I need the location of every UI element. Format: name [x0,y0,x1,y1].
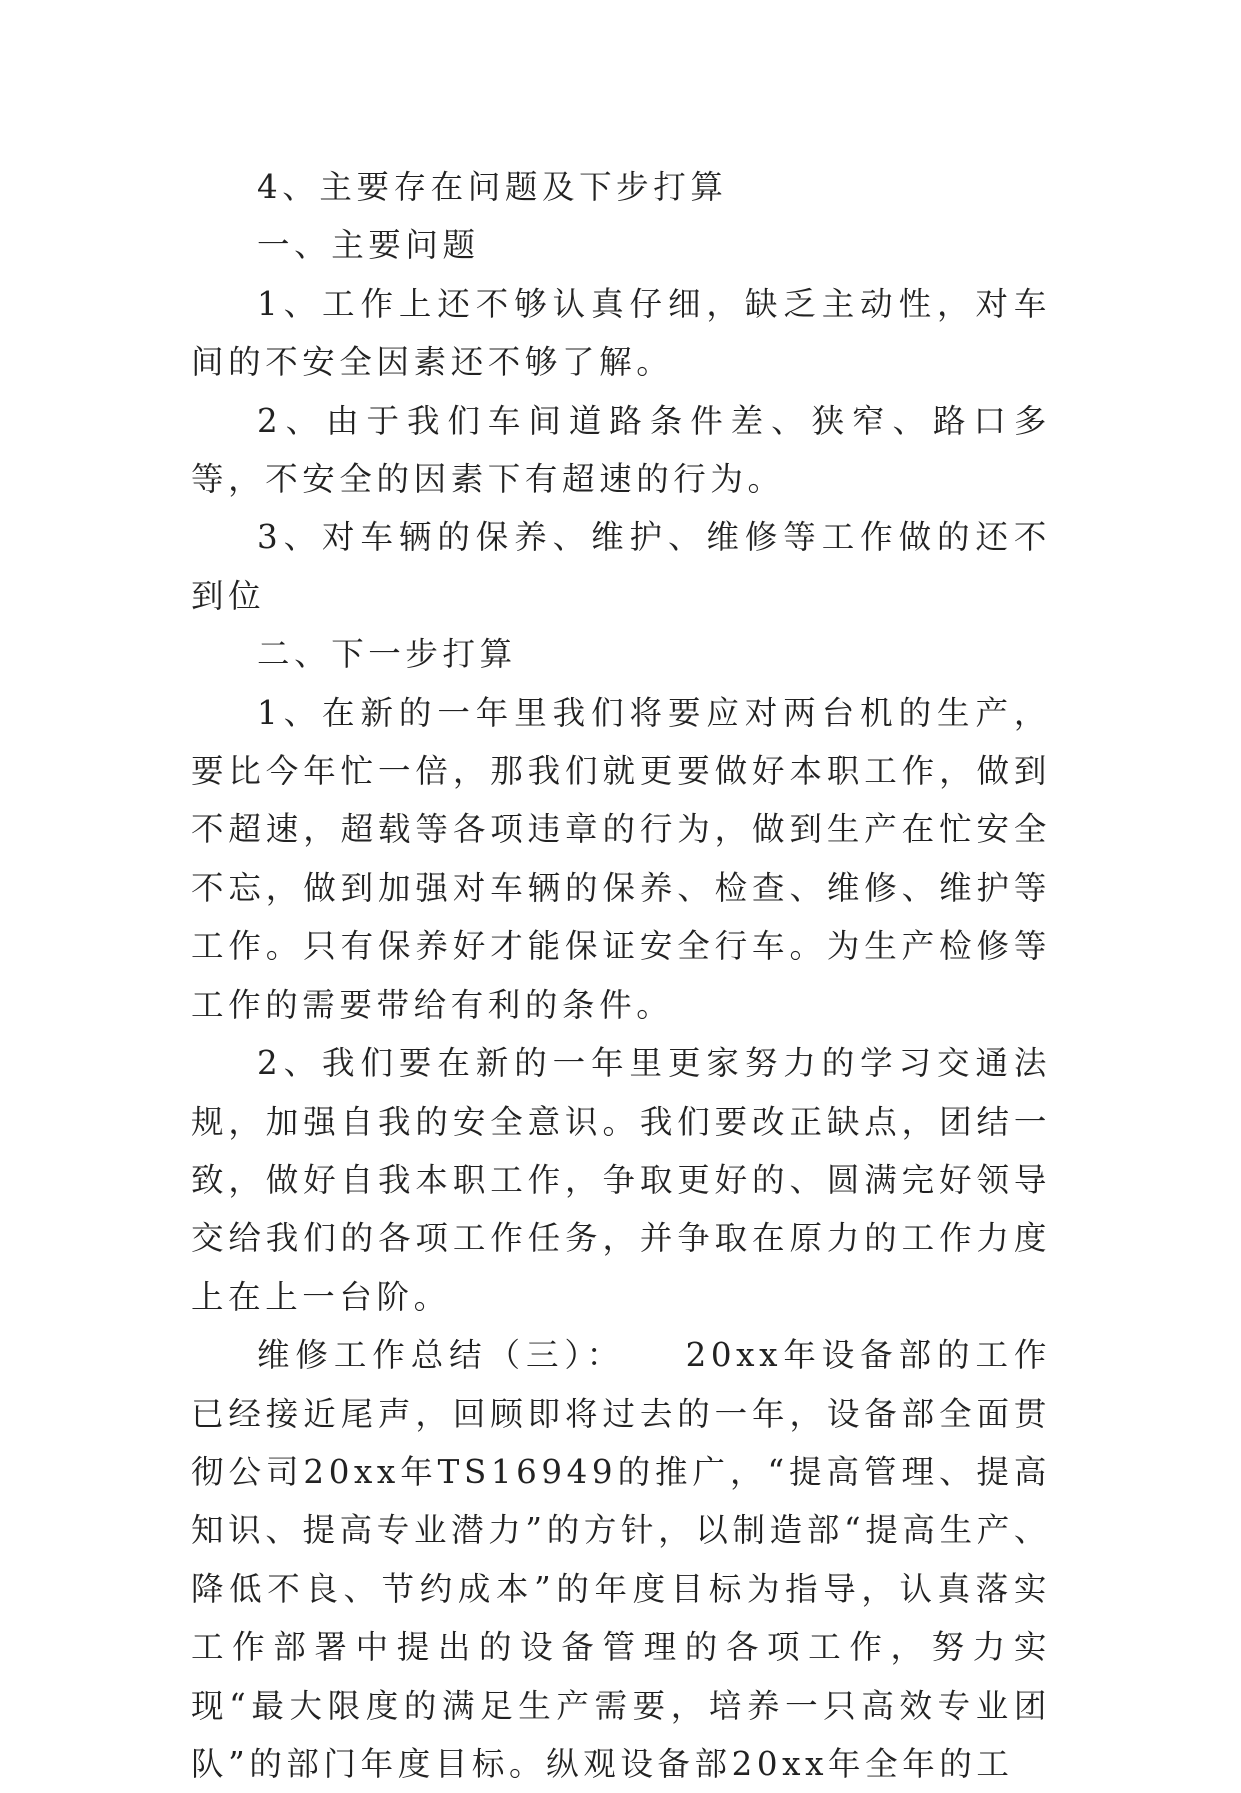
document-body [191,158,1051,1793]
paragraph-problem-2: 2、由于我们车间道路条件差、狭窄、路口多等，不安全的因素下有超速的行为。 [191,401,1051,499]
paragraph-plan-2: 2、我们要在新的一年里更家努力的学习交通法规，加强自我的安全意识。我们要改正缺点，团结一致，做好自我本职工作，争取更好的、圆满完好领导交给我们的各项工作任务，并争取在原力的工作力度上在上一台阶。 [191,1044,1051,1316]
paragraph-problem-3: 3、对车辆的保养、维护、维修等工作做的还不到位 [191,518,1051,615]
paragraph-plan-1: 1、在新的一年里我们将要应对两台机的生产，要比今年忙一倍，那我们就更要做好本职工作，做到不超速，超载等各项违章的行为，做到生产在忙安全不忘，做到加强对车辆的保养、检查、维修、维护等工作。只有保养好才能保证安全行车。为生产检修等工作的需要带给有利的条件。 [191,693,1051,1024]
section-heading: 4、主要存在问题及下步打算 [257,168,728,206]
subsection-heading-next-steps: 二、下一步打算 [257,635,517,674]
paragraph-problem-1: 1、工作上还不够认真仔细，缺乏主动性，对车间的不安全因素还不够了解。 [191,284,1051,382]
subsection-heading-main-problems: 一、主要问题 [257,226,480,265]
paragraph-summary-3: 维修工作总结（三）： 20xx年设备部的工作已经接近尾声，回顾即将过去的一年，设备部全面贯彻公司20xx年TS16949的推广，“提高管理、提高知识、提高专业潜力”的方针，以制造部“提高生产、降低不良、节约成本”的年度目标为指导，认真落实工作部署中提出的设备管理的各项工作，努力实现“最大限度的满足生产需要，培养一只高效专业团队”的部门年度目标。纵观设备部20xx年全年的工 [191,1336,1051,1783]
